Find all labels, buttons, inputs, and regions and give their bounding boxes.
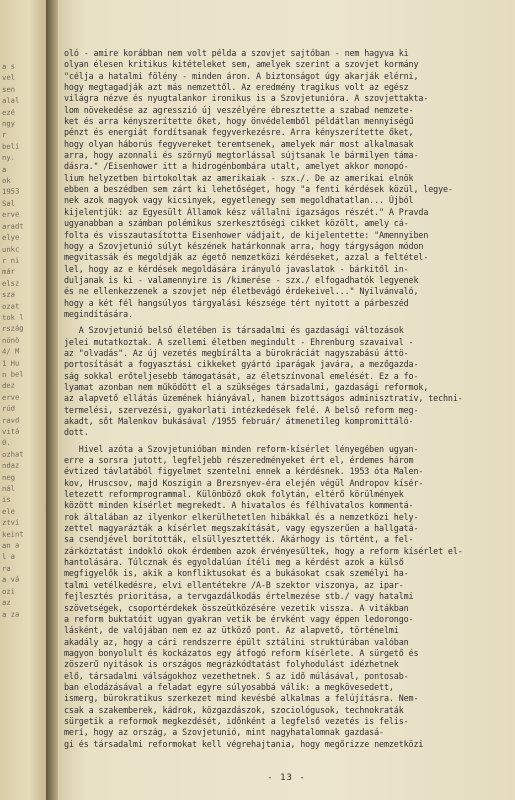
text-line: termelési, szervezési, gyakorlati intézkedések felé. A belső reform meg- (64, 404, 419, 415)
left-margin-fragment: neg (2, 472, 15, 482)
text-line: ismerg, bürokratikus szerkezet mind kevésbé alkalmas a felújításra. Nem- (64, 693, 419, 704)
left-margin-fragment: nál (2, 483, 15, 494)
text-line: merí, hogy az ország, a Szovjetunió, mint nagyhatalomnak gazdasá- (64, 727, 384, 738)
left-margin-fragment: az (2, 597, 11, 608)
left-margin-fragment: ozi (2, 586, 15, 596)
left-margin-fragment: vitá (2, 426, 20, 437)
left-margin-fragment: n bel (2, 369, 24, 380)
left-margin-fragment: unkc (2, 243, 20, 254)
left-margin-fragment: ngy (2, 118, 15, 129)
text-line: nek azok magyok vagy kicsinyek, egyetlenegy sem megoldhatatlan... Újból (64, 195, 414, 206)
text-line: talmi vetélkedésre, elvi ellentétekre /A-B szektor viszonya, az ipar- (64, 579, 404, 590)
left-margin-fragment: a za (2, 608, 20, 619)
text-line: duljanak is ki - valamennyire is /kimerése - szx./ elfogadhatók legyenek (64, 274, 419, 285)
text-line: A Szovjetunió belső életében is társadalmi és gazdasági változások (64, 325, 404, 336)
typewritten-body (64, 48, 510, 750)
text-line: hantolására. Túlcznak és egyoldalúan ítéli meg a kérdést azok a külső (64, 557, 404, 568)
body-paragraph (64, 325, 510, 438)
text-line: kov, Hruscsov, majd Koszigin a Brezsnyev-éra elején végül Andropov kísér- (64, 477, 424, 488)
text-line: ebben a beszédben sem zárt ki lehetőséget, hogy "a fenti kérdések közül, legye- (64, 184, 453, 195)
text-line: ket és arra kényszerítette őket, hogy önvédelemből példátlan mennyiségű (64, 116, 414, 127)
text-line: lyamat azonban nem működött el a szükséges társadalmi, gazdasági reformok, (64, 381, 429, 392)
text-line: zöszerű nyitások is országos megrázkódtatást folyhodulást idézhetnek (64, 659, 399, 670)
body-paragraph (64, 48, 510, 320)
text-line: akadt, sőt Malenkov bukásával /1955 február/ átmenetileg kompromittáló- (64, 416, 414, 426)
text-line: Hivel azóta a Szovjetunióban minden reform-kísérlet lényegében ugyan- (64, 443, 419, 454)
left-margin-fragment: sen (2, 84, 15, 94)
text-line: rok általában az ilyenkor elkerülhetetlen hibákkal és a nemzetközi hely- (64, 511, 419, 522)
left-margin-fragment: a s (2, 61, 15, 72)
text-line: pénzt és energiát fordítsanak fegyverkezésre. Arra kényszerítette őket, (64, 127, 414, 138)
left-margin-fragment: Sal (2, 198, 15, 208)
left-margin-fragment: elye (2, 232, 20, 243)
text-line: kijelentjük: az Egyesült Államok kész vállalni igazságos részét." A Pravda (64, 206, 429, 217)
text-line: sa csendjével borították, elsüllyesztették. Akárhogy is történt, a fel- (64, 534, 414, 545)
left-margin-fragment: 1 Hu (2, 358, 20, 368)
text-line: gi és társadalmi reformokat kell végrehajtania, hogy megőrizze nemzetközi (64, 738, 424, 749)
left-margin-fragment: dez (2, 380, 15, 391)
left-margin-fragment: l a (2, 552, 15, 562)
left-margin-fragments (2, 59, 52, 620)
text-line: lel, hogy az e kérdések megoldására irányuló javaslatok - bárkitől in- (64, 263, 409, 274)
left-margin-fragment: 0. (2, 438, 11, 448)
text-line: szövetségek, csoportérdekek összeütközésére vezetik vissza. A vitákban (64, 602, 409, 613)
left-margin-fragment: ok (2, 175, 11, 186)
text-line: akadály az, hogy a cári rendszerre épült sztálini struktúrában valóban (64, 636, 409, 647)
left-margin-fragment: r (2, 130, 7, 140)
text-line: dásra." /Eisenhower itt a hidrogénbombára utalt, amelyet akkor monopó- (64, 161, 409, 172)
left-margin-fragment: is (2, 495, 11, 505)
left-margin-fragment: vel (2, 73, 15, 83)
left-margin-fragment: a vá (2, 574, 20, 585)
text-line: lium helyzetben birtokoltak az amerikaiak - szx./. De az amerikai elnök (64, 172, 414, 183)
text-line: letezett reformprogrammal. Különböző okok folytán, eltérő körülmények (64, 489, 404, 500)
text-line: megvitassák és megoldják az égető nemzetközi kérdéseket, azzal a feltétel- (64, 252, 429, 263)
left-margin-fragment: ny. (2, 152, 15, 163)
right-page (58, 0, 515, 800)
left-margin-fragment: r ni (2, 255, 20, 265)
left-page-edge (0, 0, 52, 800)
left-margin-fragment: sza (2, 289, 15, 300)
left-margin-fragment: aradt (2, 220, 24, 231)
text-line: jelei mutatkoztak. A szellemi életben megindult - Ehrenburg szavaival - (64, 336, 414, 347)
left-margin-fragment: 1953 (2, 186, 20, 197)
text-line: ugyanabban a számban polémikus szerkesztőségi cikket közölt, amely cá- (64, 218, 409, 229)
left-margin-fragment: erve (2, 209, 20, 220)
text-line: hogy megtagadják azt más nemzettől. Az eredmény tragikus volt az egész (64, 82, 409, 93)
text-line: fejlesztés prioritása, a tervgazdálkodás értelmezése stb./ vagy hatalmi (64, 591, 414, 602)
text-line: lásként, de valójában nem ez az ütköző pont. Az alapvető, történelmi (64, 625, 399, 636)
left-margin-fragment: alal (2, 95, 20, 106)
text-line: "célja a hatalmi fölény - minden áron. A biztonságot úgy akarják elérni, (64, 70, 419, 81)
left-margin-fragment: rszág (2, 323, 24, 334)
left-margin-fragment: már (2, 266, 15, 277)
left-margin-fragment: elsz (2, 278, 20, 288)
text-line: ban elodázásával a feladat egyre súlyosabbá válik: a megkövesedett, (64, 681, 394, 692)
left-margin-fragment: 4/ M (2, 346, 20, 357)
text-line: évtized távlatából figyelmet szentelni ennek a kérdésnek. 1953 óta Malen- (64, 466, 424, 477)
left-margin-fragment: beli (2, 141, 20, 151)
text-line: és ne ellenkezzenek a szovjet nép életbevágó érdekeivel..." Nyilvánvaló, (64, 286, 419, 297)
text-line: lom növekedése az agresszió új veszélyére ébresztette a szabad nemzete- (64, 104, 414, 115)
left-margin-fragment: ra (2, 563, 11, 573)
text-line: hogy a két fél hangsúlyos tárgyalási készsége tért nyitott a párbeszéd (64, 297, 409, 308)
body-paragraph (64, 444, 510, 750)
left-margin-fragment: ndaz (2, 460, 20, 471)
text-line: az "olvadás". Az új vezetés megbírálta a bürokráciát nagyszabású áttö- (64, 347, 409, 358)
left-margin-fragment: ozat (2, 300, 20, 311)
text-line: között minden kísérlet megrekedt. A hivatalos és félhivatalos kommentá- (64, 500, 414, 511)
text-line: zárkóztatást indokló okok érdemben azok érvényesültek, hogy a reform kísérlet el- (64, 545, 463, 556)
left-margin-fragment: ravd (2, 415, 20, 425)
text-line: oló - amire korábban nem volt példa a szovjet sajtóban - nem hagyva ki (64, 48, 409, 58)
text-line: portosítását a fogyasztási cikkeket gyártó iparágak javára, a mezőgazda- (64, 359, 419, 370)
left-margin-fragment: ztvi (2, 517, 20, 528)
left-margin-fragment: ozhat (2, 449, 24, 459)
left-margin-fragment: nönö (2, 335, 20, 345)
left-margin-fragment: ele (2, 506, 15, 516)
left-margin-fragment: tok l (2, 312, 24, 322)
text-line: magyon bonyolult és kockázatos egy átfogó reform kísérlete. A sürgető és (64, 647, 419, 658)
text-line: elő, társadalmi válságokhoz vezethetnek. S az idő múlásával, pontosab- (64, 670, 409, 681)
left-margin-fragment: erve (2, 392, 20, 402)
text-line: sürgetik a reformok megkezdését, időnként a legfelső vezetés is felis- (64, 715, 409, 726)
text-line: ság sokkal erőteljesebb támogatását, az életszínvonal emelését. Ez a fo- (64, 370, 419, 381)
text-line: erre a sorsra jutott, legfeljebb részeredményeket ért el, érdemes három (64, 455, 414, 466)
text-line: hogy olyan háborús fegyvereket teremtsenek, amelyek már most alkalmasak (64, 138, 414, 149)
text-line: arra, hogy azonnali és szörnyű megtorlással sújtsanak le bármilyen táma- (64, 150, 419, 161)
text-line: olyan élesen kritikus kitételeket sem, amelyek szerint a szovjet kormány (64, 59, 419, 70)
text-line: világra nézve és nyugtalankor ironikus is a Szovjetunióra. A szovjettakta- (64, 93, 429, 104)
text-line: folta és visszautasította Eisenhower vádjait, de kijelentette: "Amennyiben (64, 229, 429, 240)
text-line: megindítására. (64, 308, 133, 319)
text-line: az alapvető ellátás üzemének hiányával, hanem bizottságos adminisztratív, techni- (64, 393, 463, 404)
left-margin-fragment: an a (2, 540, 20, 551)
left-margin-fragment: keint (2, 528, 24, 539)
left-margin-fragment: rúd (2, 403, 15, 414)
text-line: dott. (64, 427, 89, 438)
text-line: csak a szakemberek, kádrok, közgazdászok, szociológusok, technokraták (64, 704, 404, 715)
page-number: - 13 - (267, 773, 306, 783)
text-line: zettel magyarázták a kísérlet megszakítását, vagy egyszerűen a hallgatá- (64, 523, 419, 534)
left-margin-fragment: a (2, 164, 7, 174)
text-line: megfigyelők is, akik a konfliktusokat és a bukásokat csak személyi ha- (64, 568, 409, 579)
left-margin-fragment: ezé (2, 107, 15, 117)
text-line: a reform buktatóit ugyan gyakran vetik be érvként vagy éppen ledorongo- (64, 613, 414, 624)
text-line: hogy a Szovjetunió súlyt készének határkonnak arra, hogy tárgyságon módon (64, 240, 424, 251)
